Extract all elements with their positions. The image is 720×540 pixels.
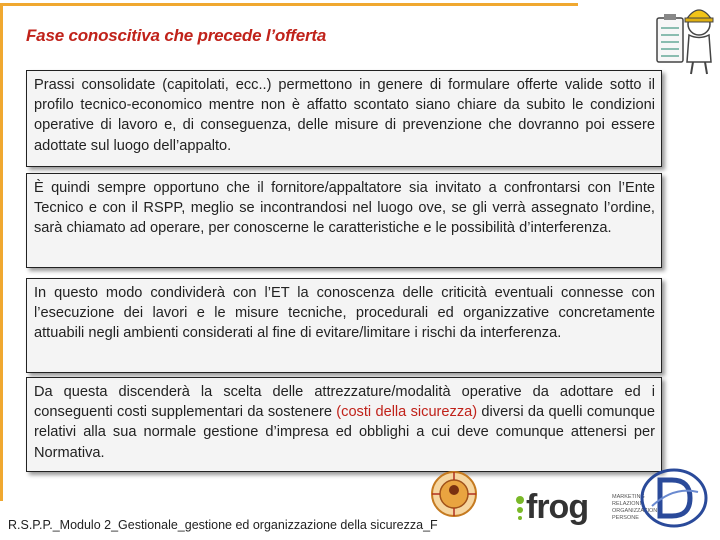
paragraph-box-3 — [26, 278, 662, 373]
emblem-icon — [428, 468, 480, 522]
frog-logo-word: frog — [526, 488, 589, 526]
footer-caption: R.S.P.P._Modulo 2_Gestionale_gestione ed organizzazione della sicurezza_F — [8, 518, 438, 532]
paragraph-4-text: Da questa discenderà la scelta delle attrezzature/modalità operative da adottare ed i conseguenti costi supplementari da sostenere — [34, 384, 655, 421]
safety-costs-highlight: (costi della sicurezza) — [336, 404, 478, 421]
paragraph-2-text: È quindi sempre opportuno che il fornitore/appaltatore sia invitato a confrontarsi con l’Ente Tecnico e con il RSPP, meglio se incontrandosi nel luogo ove, se gli verrà assegnato l’ordine, sarà chiamato ad operare, per conoscerne le caratteristiche e le possibilità d’interferenza. — [34, 180, 655, 237]
d-logo — [638, 466, 710, 530]
paragraph-1-text: Prassi consolidate (capitolati, ecc..) permettono in genere di formulare offerte valide sotto il profilo tecnico-economico mentre non è affatto scontato siano chiare da subito le condizioni operative di lavoro e, di conseguenza, delle misure di prevenzione che dovranno poi essere adottate sul luogo dell’appalto. — [34, 77, 655, 154]
paragraph-box-1 — [26, 70, 662, 167]
paragraph-box-4 — [26, 377, 662, 472]
paragraph-3-text: In questo modo condividerà con l’ET la conoscenza delle criticità eventuali connesse con l’esecuzione dei lavori e le misure tecniche, procedurali ed organizzative concretamente attuabili negli ambienti considerati al fine di evitare/limitare i rischi da interferenza. — [34, 285, 655, 342]
left-accent-rule — [0, 3, 3, 501]
top-accent-rule — [0, 3, 578, 6]
worker-clipboard-icon — [655, 2, 717, 76]
frog-logo-tagline: MARKETING RELAZIONI ORGANIZZAZIONE PERSONE — [612, 494, 661, 521]
paragraph-4-text-end: diversi da quelli comunque relativi alla sua normale gestione d’impresa ed obblighi a cui deve comunque attenersi per Normativa. — [34, 404, 655, 461]
slide-title: Fase conoscitiva che precede l’offerta — [26, 26, 327, 45]
paragraph-box-2 — [26, 173, 662, 268]
